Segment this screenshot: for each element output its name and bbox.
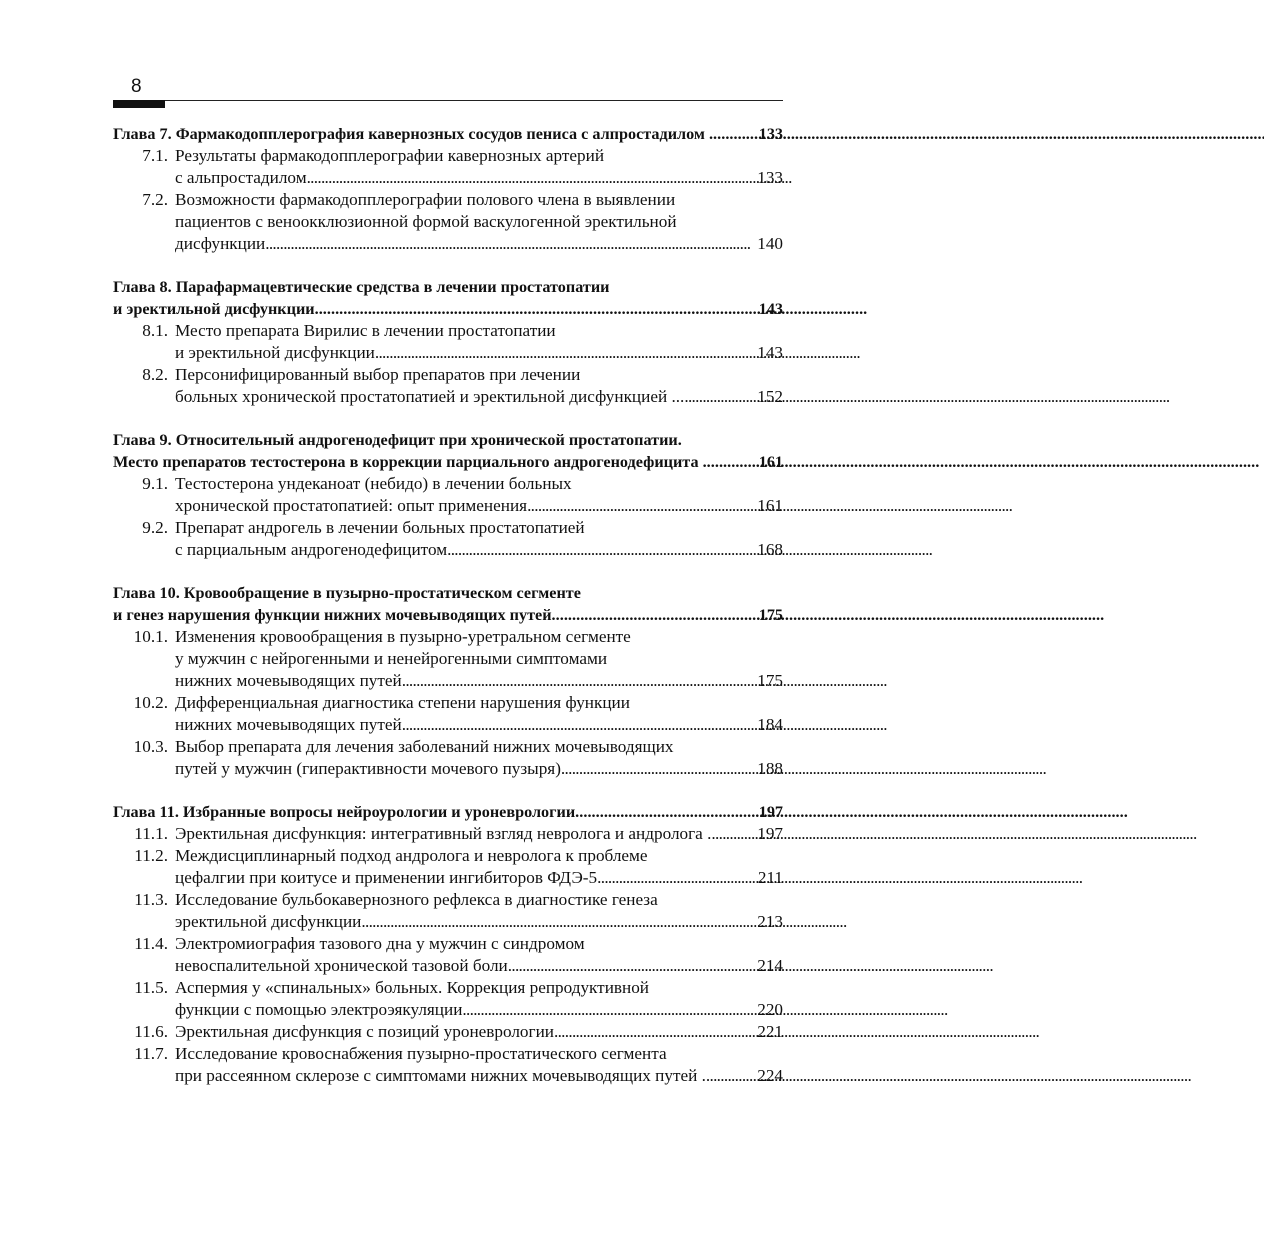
leader-dots — [713, 123, 756, 145]
section-body — [168, 736, 783, 780]
section-last-line — [175, 495, 783, 517]
leader-dots — [554, 1021, 754, 1043]
section-line: Аспермия у «спинальных» больных. Коррекция репродуктивной — [175, 978, 649, 997]
leader-dots — [462, 999, 754, 1021]
section-last-line — [175, 539, 783, 561]
section-last-line — [175, 911, 783, 933]
section-number: 11.4. — [134, 934, 168, 953]
section-text: Эректильная дисфункция: интегративный взгляд невролога и андролога . — [175, 824, 712, 843]
section-number: 11.5. — [134, 978, 168, 997]
section-body — [168, 320, 783, 364]
section-text: больных хронической простатопатией и эректильной дисфункцией ... — [175, 387, 685, 406]
section-text: путей у мужчин (гиперактивности мочевого пузыря) — [175, 759, 561, 778]
toc-section[interactable] — [113, 736, 783, 780]
section-line: Междисциплинарный подход андролога и невролога к проблеме — [175, 846, 648, 865]
chapter-heading-last-line — [113, 451, 783, 473]
toc-section[interactable] — [113, 473, 783, 517]
section-text: функции с помощью электроэякуляции — [175, 1000, 463, 1019]
leader-dots — [575, 801, 756, 823]
toc-chapter[interactable] — [113, 429, 783, 561]
leader-dots — [684, 386, 754, 408]
section-last-line — [175, 758, 783, 780]
leader-dots — [361, 911, 754, 933]
section-body — [168, 626, 783, 692]
toc-chapter[interactable] — [113, 123, 783, 255]
section-page: 188 — [757, 759, 783, 778]
chapter-heading-line: Глава 8. Парафармацевтические средства в лечении простатопатии — [113, 278, 610, 296]
section-body — [168, 933, 783, 977]
section-number: 10.1. — [133, 627, 168, 646]
toc-section[interactable] — [113, 145, 783, 189]
section-number: 8.1. — [142, 321, 168, 340]
table-of-contents — [113, 123, 783, 1108]
section-last-line — [175, 714, 783, 736]
chapter-heading[interactable] — [113, 582, 783, 626]
toc-chapter[interactable] — [113, 801, 783, 1087]
section-text: хронической простатопатией: опыт применения — [175, 496, 528, 515]
section-text: дисфункции — [175, 234, 266, 253]
section-page: 152 — [757, 387, 783, 406]
section-body — [168, 977, 783, 1021]
header-rule-accent — [113, 100, 165, 108]
section-last-line — [175, 167, 783, 189]
leader-dots — [707, 451, 756, 473]
leader-dots — [597, 867, 755, 889]
toc-section[interactable] — [113, 517, 783, 561]
section-page: 221 — [757, 1022, 783, 1041]
section-text: нижних мочевыводящих путей — [175, 715, 402, 734]
toc-section[interactable] — [113, 320, 783, 364]
chapter-heading[interactable] — [113, 276, 783, 320]
section-number: 7.1. — [142, 146, 168, 165]
section-number: 11.3. — [134, 890, 168, 909]
section-text: невоспалительной хронической тазовой боли — [175, 956, 508, 975]
section-body — [168, 1043, 783, 1087]
chapter-heading-page: 161 — [758, 453, 783, 471]
section-line: Изменения кровообращения в пузырно-уретральном сегменте — [175, 627, 631, 646]
toc-section[interactable] — [113, 933, 783, 977]
chapter-heading[interactable] — [113, 801, 783, 823]
section-body — [168, 692, 783, 736]
leader-dots — [307, 167, 755, 189]
chapter-heading-line: Глава 10. Кровообращение в пузырно-простатическом сегменте — [113, 584, 581, 602]
header-rule — [113, 100, 783, 101]
section-page: 211 — [757, 868, 783, 887]
section-number: 9.2. — [142, 518, 168, 537]
section-page: 168 — [757, 540, 783, 559]
toc-section[interactable] — [113, 823, 783, 845]
section-last-line — [175, 1021, 783, 1043]
section-last-line — [175, 823, 783, 845]
chapter-heading-text: Глава 7. Фармакодопплерография кавернозных сосудов пениса с алпростадилом . — [113, 125, 714, 143]
toc-section[interactable] — [113, 1021, 783, 1043]
chapter-heading[interactable] — [113, 123, 783, 145]
section-last-line — [175, 955, 783, 977]
chapter-heading-line: Глава 9. Относительный андрогенодефицит при хронической простатопатии. — [113, 431, 682, 449]
section-page: 224 — [757, 1066, 783, 1085]
leader-dots — [265, 233, 754, 255]
section-text: нижних мочевыводящих путей — [175, 671, 402, 690]
leader-dots — [527, 495, 754, 517]
chapter-heading-last-line — [113, 298, 783, 320]
section-last-line — [175, 867, 783, 889]
section-text: с парциальным андрогенодефицитом — [175, 540, 448, 559]
toc-chapter[interactable] — [113, 276, 783, 408]
leader-dots — [402, 670, 755, 692]
section-last-line — [175, 342, 783, 364]
section-text: Эректильная дисфункция с позиций уроневрологии — [175, 1022, 554, 1041]
section-number: 11.1. — [134, 824, 168, 843]
section-body — [168, 889, 783, 933]
section-line: Возможности фармакодопплерографии полового члена в выявлении — [175, 190, 676, 209]
section-number: 10.2. — [133, 693, 168, 712]
leader-dots — [402, 714, 755, 736]
chapter-heading-last-line — [113, 604, 783, 626]
section-number: 11.6. — [134, 1022, 168, 1041]
section-line: Тестостерона ундеканоат (небидо) в лечении больных — [175, 474, 572, 493]
toc-section[interactable] — [113, 1043, 783, 1087]
leader-dots — [508, 955, 754, 977]
section-page: 161 — [757, 496, 783, 515]
section-line: Исследование кровоснабжения пузырно-простатического сегмента — [175, 1044, 667, 1063]
toc-chapter[interactable] — [113, 582, 783, 780]
section-number: 8.2. — [142, 365, 168, 384]
section-last-line — [175, 233, 783, 255]
section-number: 10.3. — [133, 737, 168, 756]
section-body — [168, 517, 783, 561]
section-last-line — [175, 386, 783, 408]
toc-section[interactable] — [113, 364, 783, 408]
section-page: 214 — [757, 956, 783, 975]
section-text: и эректильной дисфункции — [175, 343, 375, 362]
leader-dots — [706, 1065, 754, 1087]
section-body — [168, 364, 783, 408]
chapter-heading-page: 175 — [758, 606, 783, 624]
section-line: Результаты фармакодопплерографии кавернозных артерий — [175, 146, 605, 165]
section-body — [168, 189, 783, 255]
section-line: у мужчин с нейрогенными и ненейрогенными симптомами — [175, 649, 608, 668]
section-number: 11.7. — [134, 1044, 168, 1063]
chapter-heading-text: и генез нарушения функции нижних мочевыводящих путей — [113, 606, 552, 624]
section-page: 140 — [757, 234, 783, 253]
page-number: 8 — [131, 76, 142, 97]
toc-section[interactable] — [113, 845, 783, 889]
chapter-heading-page: 143 — [758, 300, 783, 318]
chapter-heading-text: Место препаратов тестостерона в коррекции парциального андрогенодефицита . — [113, 453, 707, 471]
leader-dots — [375, 342, 754, 364]
chapter-heading-last-line — [113, 801, 783, 823]
section-line: Исследование бульбокавернозного рефлекса в диагностике генеза — [175, 890, 658, 909]
leader-dots — [711, 823, 754, 845]
leader-dots — [552, 604, 756, 626]
chapter-heading[interactable] — [113, 429, 783, 473]
leader-dots — [561, 758, 754, 780]
chapter-heading-page: 197 — [758, 803, 783, 821]
section-last-line — [175, 999, 783, 1021]
section-number: 9.1. — [142, 474, 168, 493]
chapter-heading-last-line — [113, 123, 783, 145]
leader-dots — [447, 539, 754, 561]
section-number: 7.2. — [142, 190, 168, 209]
toc-section[interactable] — [113, 977, 783, 1021]
section-line: пациентов с веноокклюзионной формой васкулогенной эректильной — [175, 212, 677, 231]
section-line: Дифференциальная диагностика степени нарушения функции — [175, 693, 630, 712]
section-body — [168, 823, 783, 845]
section-page: 175 — [757, 671, 783, 690]
section-page: 197 — [757, 824, 783, 843]
toc-section[interactable] — [113, 626, 783, 692]
section-body — [168, 473, 783, 517]
section-line: Выбор препарата для лечения заболеваний нижних мочевыводящих — [175, 737, 674, 756]
chapter-heading-text: и эректильной дисфункции — [113, 300, 315, 318]
section-page: 133 — [757, 168, 783, 187]
toc-section[interactable] — [113, 189, 783, 255]
chapter-heading-text: Глава 11. Избранные вопросы нейроурологии и уроневрологии — [113, 803, 576, 821]
leader-dots — [315, 298, 756, 320]
section-text: с альпростадилом — [175, 168, 307, 187]
section-text: цефалгии при коитусе и применении ингибиторов ФДЭ-5 — [175, 868, 598, 887]
section-page: 213 — [757, 912, 783, 931]
section-page: 184 — [757, 715, 783, 734]
section-line: Персонифицированный выбор препаратов при лечении — [175, 365, 581, 384]
section-page: 143 — [757, 343, 783, 362]
section-page: 220 — [757, 1000, 783, 1019]
section-body — [168, 845, 783, 889]
section-last-line — [175, 1065, 783, 1087]
section-body — [168, 145, 783, 189]
section-last-line — [175, 670, 783, 692]
section-number: 11.2. — [134, 846, 168, 865]
section-line: Место препарата Вирилис в лечении простатопатии — [175, 321, 556, 340]
section-line: Электромиография тазового дна у мужчин с синдромом — [175, 934, 585, 953]
toc-section[interactable] — [113, 889, 783, 933]
section-line: Препарат андрогель в лечении больных простатопатией — [175, 518, 585, 537]
section-body — [168, 1021, 783, 1043]
toc-section[interactable] — [113, 692, 783, 736]
section-text: эректильной дисфункции — [175, 912, 362, 931]
section-text: при рассеянном склерозе с симптомами нижних мочевыводящих путей . — [175, 1066, 706, 1085]
chapter-heading-page: 133 — [758, 125, 783, 143]
